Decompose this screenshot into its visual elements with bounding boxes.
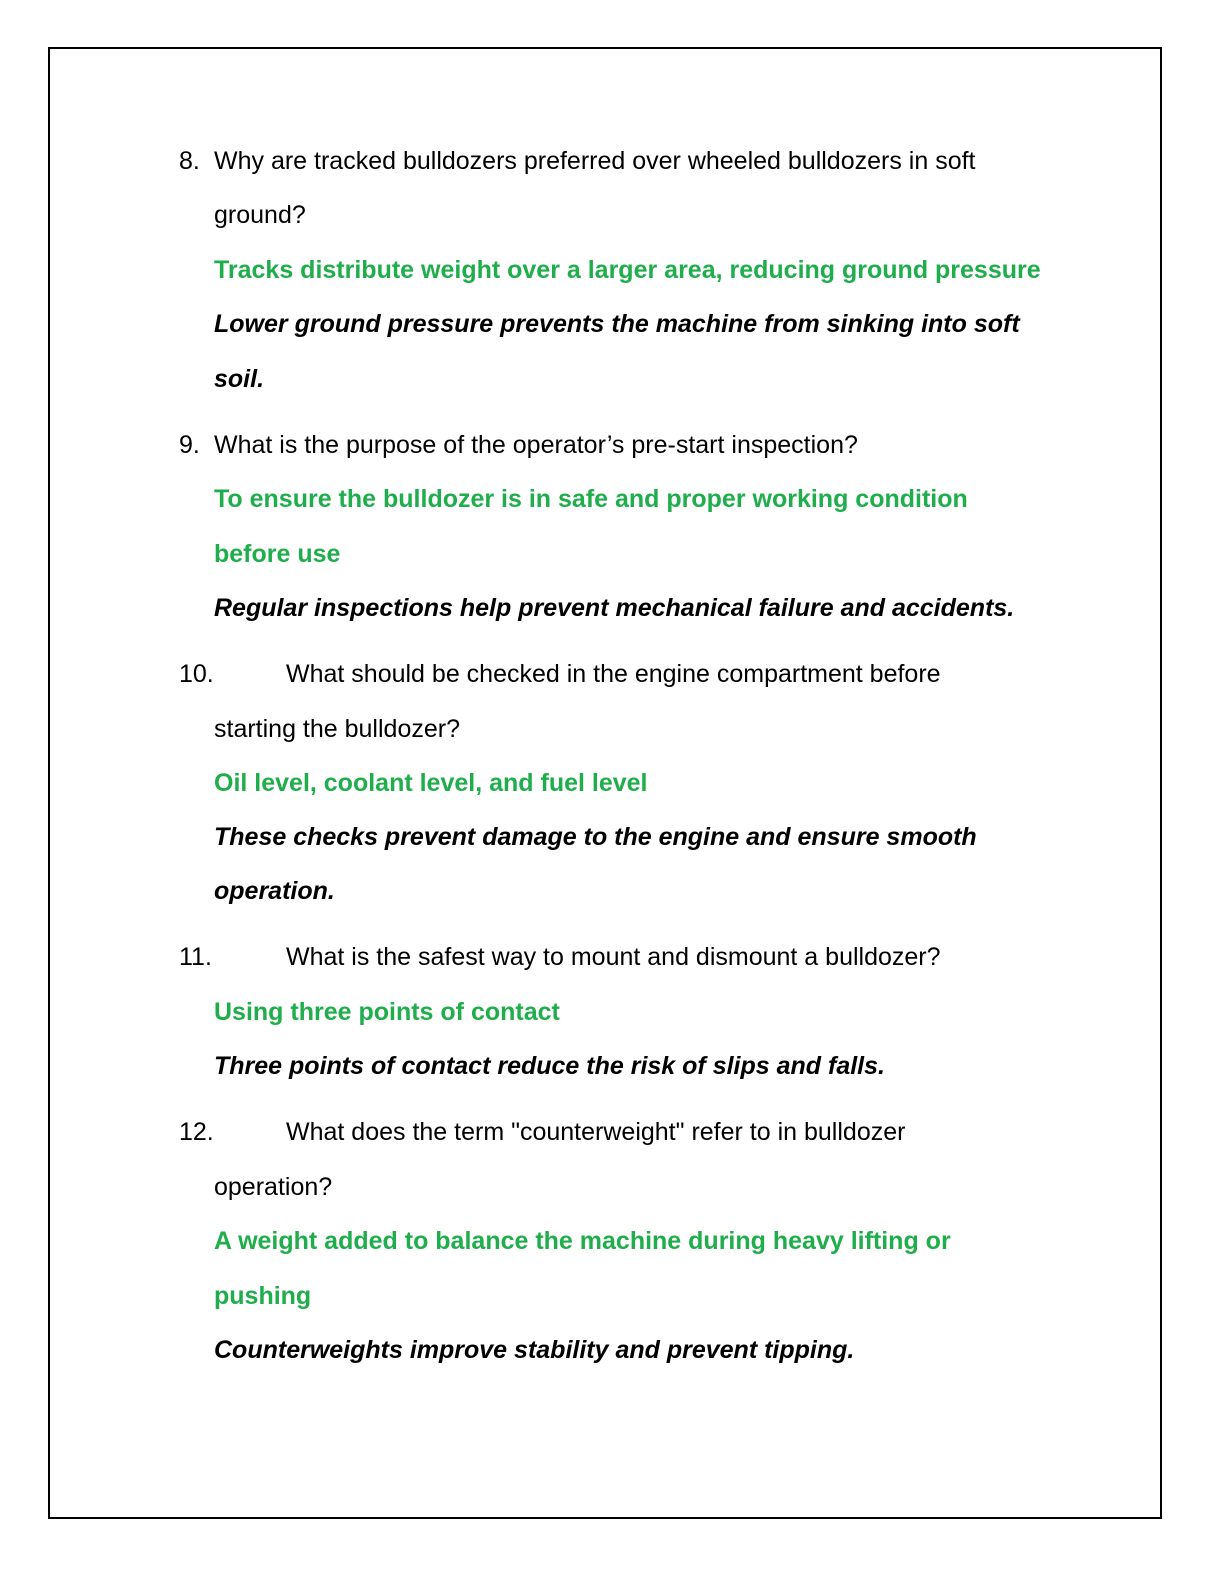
question-text: Why are tracked bulldozers preferred over wheeled bulldozers in soft (214, 147, 976, 175)
question-number: 12. (179, 1118, 214, 1146)
question-text: What is the purpose of the operator’s pre-start inspection? (214, 431, 858, 459)
explanation-text: Regular inspections help prevent mechanical failure and accidents. (214, 594, 1015, 622)
answer-text: pushing (214, 1282, 312, 1310)
explanation-text: Three points of contact reduce the risk of slips and falls. (214, 1052, 885, 1080)
question-text: operation? (214, 1173, 333, 1201)
question-text: What should be checked in the engine compartment before (286, 660, 941, 688)
question-number: 8. (179, 147, 200, 175)
question-text: starting the bulldozer? (214, 715, 460, 743)
question-text: What is the safest way to mount and dismount a bulldozer? (286, 943, 941, 971)
question-number: 10. (179, 660, 214, 688)
answer-text: before use (214, 540, 341, 568)
answer-text: Oil level, coolant level, and fuel level (214, 769, 648, 797)
question-text: What does the term "counterweight" refer to in bulldozer (286, 1118, 906, 1146)
question-number: 9. (179, 431, 200, 459)
question-number: 11. (179, 943, 212, 971)
explanation-text: Counterweights improve stability and prevent tipping. (214, 1336, 855, 1364)
explanation-text: soil. (214, 365, 265, 393)
explanation-text: operation. (214, 877, 335, 905)
explanation-text: These checks prevent damage to the engine and ensure smooth (214, 823, 977, 851)
answer-text: To ensure the bulldozer is in safe and proper working condition (214, 485, 968, 513)
explanation-text: Lower ground pressure prevents the machine from sinking into soft (214, 310, 1020, 338)
answer-text: Tracks distribute weight over a larger area, reducing ground pressure (214, 256, 1041, 284)
answer-text: Using three points of contact (214, 998, 560, 1026)
answer-text: A weight added to balance the machine during heavy lifting or (214, 1227, 951, 1255)
question-text: ground? (214, 201, 306, 229)
